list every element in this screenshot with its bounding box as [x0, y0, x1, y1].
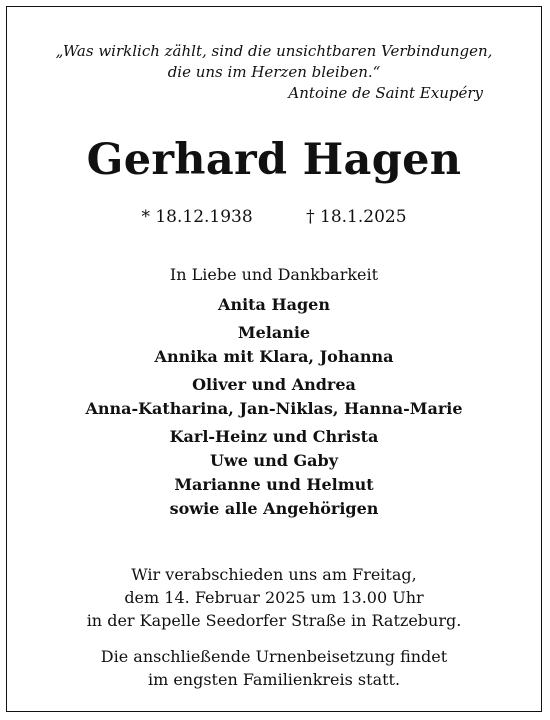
burial-line: Die anschließende Urnenbeisetzung findet	[100, 647, 448, 666]
life-dates	[7, 207, 541, 227]
mourner-name: Marianne und Helmut	[174, 475, 374, 494]
mourner-group	[7, 321, 541, 369]
burial-line: im engsten Familienkreis statt.	[147, 670, 401, 689]
mourner-name: Karl-Heinz und Christa	[169, 427, 379, 446]
mourner-group	[7, 373, 541, 421]
mourner-name: Anna-Katharina, Jan-Niklas, Hanna-Marie	[85, 399, 463, 418]
deceased-name: Gerhard Hagen	[86, 135, 462, 185]
mourner-name: Anita Hagen	[218, 295, 330, 314]
service-line: dem 14. Februar 2025 um 13.00 Uhr	[124, 588, 424, 607]
mourners-intro: In Liebe und Dankbarkeit	[169, 265, 379, 284]
mourners-list	[7, 293, 541, 525]
quote-line: die uns im Herzen bleiben.“	[167, 63, 381, 81]
mourner-name: Uwe und Gaby	[209, 451, 338, 470]
quote-line: „Was wirklich zählt, sind die unsichtbaren Verbindungen,	[55, 42, 493, 60]
death-date: † 18.1.2025	[306, 207, 407, 227]
quote-author: Antoine de Saint Exupéry	[288, 84, 483, 102]
birth-date: * 18.12.1938	[141, 207, 253, 227]
mourner-name: Annika mit Klara, Johanna	[154, 347, 394, 366]
burial-info	[7, 645, 541, 691]
service-info	[7, 563, 541, 632]
quote-block	[37, 41, 511, 104]
obituary-frame	[6, 6, 542, 712]
service-line: Wir verabschieden uns am Freitag,	[131, 565, 417, 584]
mourner-name: Melanie	[237, 323, 311, 342]
mourner-group	[7, 425, 541, 521]
mourner-group	[7, 293, 541, 317]
mourner-name: sowie alle Angehörigen	[169, 499, 379, 518]
mourner-name: Oliver und Andrea	[192, 375, 356, 394]
service-line: in der Kapelle Seedorfer Straße in Ratzeburg.	[86, 611, 462, 630]
